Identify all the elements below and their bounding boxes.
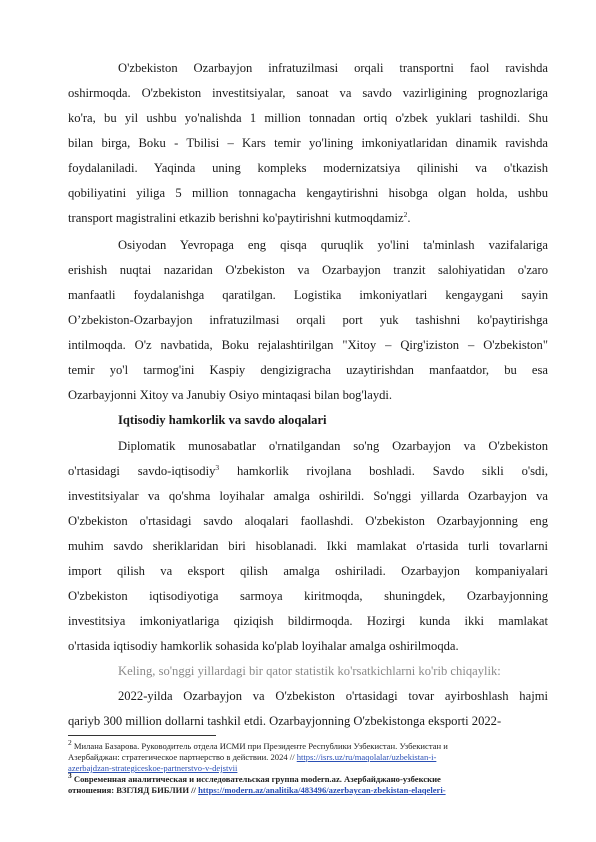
footnote-2-link[interactable]: azerbajdzan-strategiceskoe-partnerstvo-v-dejstvii bbox=[68, 763, 238, 773]
paragraph-3-line: Diplomatik munosabatlar o'rnatilgandan so'ng Ozarbayjon va O'zbekiston bbox=[118, 439, 548, 453]
paragraph-2-line: Osiyodan Yevropaga eng qisqa quruqlik yo'lini ta'minlash vazifalariga bbox=[118, 238, 548, 252]
paragraph-1-line: oshirmoqda. O'zbekiston investitsiyalar, sanoat va savdo vazirligining prognozlariga bbox=[68, 86, 548, 100]
footnote-3-link[interactable]: https://modern.az/analitika/483496/azerbaycan-zbekistan-elaqeleri- bbox=[198, 785, 446, 795]
paragraph-3-line: investitsiya imkoniyatlariga qiziqish bildirmoqda. Hozirgi kunda ikki mamlakat bbox=[68, 614, 548, 628]
footnote-2-line bbox=[68, 763, 538, 774]
paragraph-2-line: O’zbekiston-Ozarbayjon infratuzilmasi orqali port yuk tashishni ko'paytirishga bbox=[68, 313, 548, 327]
footnote-2-text: Милана Базарова. Руководитель отдела ИСМИ при Президенте Республики Узбекистан. Узбекистан и bbox=[73, 741, 448, 751]
paragraph-2-line: Ozarbayjonni Xitoy va Janubiy Osiyo mintaqasi bilan bog'laydi. bbox=[68, 388, 393, 402]
paragraph-2-line: manfaatli foydalanishga qaratilgan. Logistika imkoniyatlari kengaygani sayin bbox=[68, 288, 548, 302]
footnote-3-text: отношения: ВЗГЛЯД БИБЛИИ // bbox=[68, 785, 199, 795]
paragraph-1-line: foydalaniladi. Yaqinda uning kompleks modernizatsiya qilinishi va o'tkazish bbox=[68, 161, 548, 175]
footnote-2-text: Азербайджан: стратегическое партнерство в действии. 2024 // bbox=[68, 752, 297, 762]
paragraph-1-line: qobiliyatini yiliga 5 million tonnagacha kengaytirishni hisobga olgan holda, ushbu bbox=[68, 186, 548, 200]
paragraph-2-line: erishish nuqtai nazaridan O'zbekiston va Ozarbayjon tranzit salohiyatidan o'zaro bbox=[68, 263, 548, 277]
paragraph-5-line: 2022-yilda Ozarbayjon va O'zbekiston o'rtasidagi tovar ayirboshlash hajmi bbox=[118, 689, 548, 703]
paragraph-3-line: O'zbekiston o'rtasidagi savdo aloqalari faollashdi. O'zbekiston Ozarbayjonning eng bbox=[68, 514, 548, 528]
paragraph-3-line: import qilish va eksport qilish amalga oshiriladi. Ozarbayjon kompaniyalari bbox=[68, 564, 548, 578]
paragraph-4: Keling, so'nggi yillardagi bir qator statistik ko'rsatkichlarni ko'rib chiqaylik: bbox=[118, 664, 501, 678]
paragraph-3-line: O'zbekiston iqtisodiyotiga sarmoya kiritmoqda, shuningdek, Ozarbayjonning bbox=[68, 589, 548, 603]
footnote-2-link[interactable]: https://isrs.uz/ru/maqolalar/uzbekistan-i- bbox=[296, 752, 437, 762]
footnote-2-line bbox=[68, 738, 538, 752]
paragraph-1-text: transport magistralini etkazib berishni ko'paytirishni kutmoqdamiz bbox=[68, 211, 404, 225]
footnote-2-line bbox=[68, 752, 538, 763]
footnote-ref-3[interactable]: 3 bbox=[215, 462, 220, 472]
paragraph-1-line: O'zbekiston Ozarbayjon infratuzilmasi orqali transportni faol ravishda bbox=[118, 61, 548, 75]
paragraph-2-line: temir yo'l tarmog'ini Kaspiy dengizigracha uzaytirishdan manfaatdor, bu esa bbox=[68, 363, 548, 377]
paragraph-3-line bbox=[68, 463, 548, 479]
footnote-3-line bbox=[68, 785, 538, 796]
paragraph-1-last-line: transport magistralini etkazib berishni ko'paytirishni kutmoqdamiz$^2$. bbox=[68, 209, 411, 225]
footnote-ref-2[interactable]: 2 bbox=[403, 209, 408, 219]
paragraph-1-line: bilan birga, Boku - Tbilisi – Kars temir yo'lining imkoniyatlaridan dinamik ravishda bbox=[68, 136, 548, 150]
footnote-mark-3: 3 bbox=[68, 771, 72, 781]
footnote-mark-2: 2 bbox=[68, 738, 72, 748]
paragraph-3-text: hamkorlik rivojlana boshladi. Savdo sikli o'sdi, bbox=[219, 464, 548, 478]
paragraph-3-text: o'rtasidagi savdo-iqtisodiy bbox=[68, 464, 216, 478]
section-heading: Iqtisodiy hamkorlik va savdo aloqalari bbox=[118, 413, 327, 427]
footnote-3-line bbox=[68, 771, 538, 785]
paragraph-5-line: qariyb 300 million dollarni tashkil etdi. Ozarbayjonning O'zbekistonga eksporti 2022- bbox=[68, 714, 502, 728]
paragraph-1-line: ko'ra, bu yil ushbu yo'nalishda 1 million tonnadan ortiq o'zbek yuklari tashildi. Shu bbox=[68, 111, 548, 125]
paragraph-3-line: investitsiyalar va qo'shma loyihalar amalga oshirildi. So'nggi yillarda Ozarbayjon va bbox=[68, 489, 548, 503]
paragraph-3-line: muhim savdo sheriklaridan biri hisoblanadi. Ikki mamlakat o'rtasida turli tovarlarni bbox=[68, 539, 548, 553]
footnote-3-text: Современная аналитическая и исследовательская группа modern.az. Азербайджано-узбекские bbox=[73, 774, 441, 784]
footnote-separator bbox=[68, 735, 216, 736]
paragraph-3-line: o'rtasida iqtisodiy hamkorlik sohasida ko'plab loyihalar amalga oshirilmoqda. bbox=[68, 639, 459, 653]
paragraph-2-line: intilmoqda. O'z navbatida, Boku rejalashtirilgan "Xitoy – Qirg'iziston – O'zbekiston" bbox=[68, 338, 548, 352]
